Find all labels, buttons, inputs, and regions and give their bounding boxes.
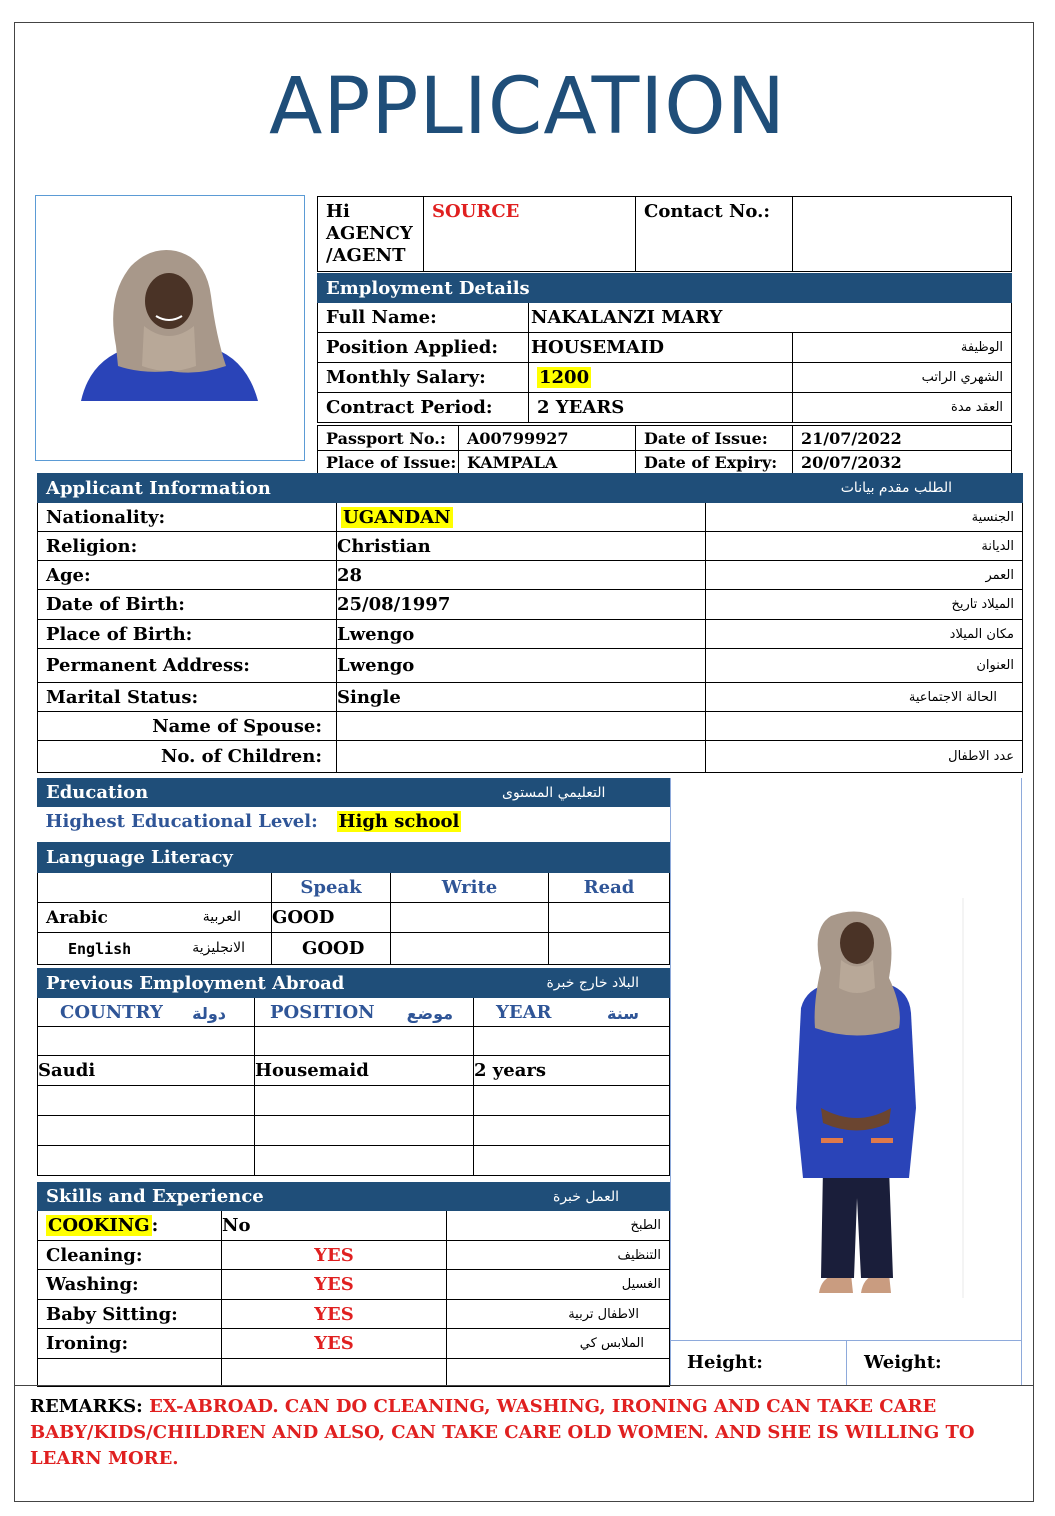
- previous-row-position: Housemaid: [255, 1056, 474, 1086]
- contact-label: Contact No.:: [636, 197, 793, 272]
- previous-row-position: [255, 1146, 474, 1176]
- applicant-header-ar: الطلب مقدم بيانات: [706, 474, 1023, 503]
- agency-label-line: /AGENT: [326, 245, 406, 266]
- skill-cleaning-label: Cleaning:: [38, 1241, 222, 1270]
- remarks-line-1: [30, 1394, 1020, 1420]
- contact-value: [793, 197, 1012, 272]
- skill-baby-sitting-value: YES: [222, 1300, 447, 1329]
- address-value: Lwengo: [337, 649, 706, 683]
- age-value: 28: [337, 561, 706, 590]
- employment-table: [317, 273, 1012, 423]
- language-name-ar: العربية: [202, 909, 241, 925]
- education-level-label: Highest Educational Level:: [45, 810, 318, 832]
- previous-row-position: [255, 1086, 474, 1116]
- marital-value: Single: [337, 683, 706, 712]
- skill-ironing-label: Ironing:: [38, 1329, 222, 1359]
- skill-washing-value: YES: [222, 1270, 447, 1300]
- weight-label: Weight:: [864, 1352, 942, 1373]
- position-label: Position Applied:: [318, 333, 529, 363]
- employment-header: Employment Details: [318, 274, 1012, 303]
- skill-baby-sitting-label: Baby Sitting:: [38, 1300, 222, 1329]
- previous-header-ar: البلاد خارج خبرة: [474, 969, 670, 998]
- position-label-ar: الوظيفة: [793, 333, 1012, 363]
- skill-cooking: [38, 1211, 222, 1241]
- salary-value: 1200: [539, 367, 590, 388]
- applicant-table: [37, 473, 1023, 773]
- salary-label: Monthly Salary:: [318, 363, 529, 393]
- year-col: [474, 998, 670, 1027]
- page-title: APPLICATION: [268, 62, 787, 152]
- skills-header: Skills and Experience: [38, 1183, 447, 1211]
- country-col-ar: دولة: [192, 1004, 226, 1023]
- applicant-header: Applicant Information: [38, 474, 706, 503]
- position-col-ar: موضع: [406, 1004, 453, 1023]
- previous-row-country: [38, 1086, 255, 1116]
- skill-cooking-label: COOKING: [48, 1215, 150, 1236]
- spouse-value: [337, 712, 706, 741]
- children-value: [337, 741, 706, 773]
- marital-label: Marital Status:: [38, 683, 337, 712]
- previous-row-year: [474, 1116, 670, 1146]
- portrait-photo: [35, 195, 305, 461]
- position-col: [255, 998, 474, 1027]
- skill-washing-ar: الغسيل: [447, 1270, 670, 1300]
- language-col-blank: [38, 873, 272, 903]
- children-label: No. of Children:: [38, 741, 337, 773]
- language-row-arabic: [38, 903, 272, 933]
- skill-cleaning-ar: التنظيف: [447, 1241, 670, 1270]
- write-col: Write: [391, 873, 549, 903]
- remarks: [30, 1394, 1020, 1472]
- passport-no-value: A00799927: [459, 426, 636, 451]
- education-header-ar: التعليمي المستوى: [337, 779, 670, 807]
- source-value: SOURCE: [424, 197, 636, 272]
- religion-label: Religion:: [38, 532, 337, 561]
- contract-label-ar: العقد مدة: [793, 393, 1012, 423]
- year-col-ar: سنة: [607, 1004, 639, 1023]
- issue-place-value: KAMPALA: [459, 451, 636, 475]
- full-body-photo: [670, 778, 1022, 1340]
- spouse-label: Name of Spouse:: [38, 712, 337, 741]
- marital-label-ar: الحالة الاجتماعية: [706, 683, 1023, 712]
- skill-blank-label: [38, 1359, 222, 1387]
- measurements-box: [670, 1340, 1022, 1386]
- expiry-date-label: Date of Expiry:: [636, 451, 793, 475]
- previous-employment-table: [37, 968, 670, 1176]
- skill-blank-ar: [447, 1359, 670, 1387]
- previous-row-year: [474, 1146, 670, 1176]
- previous-row-country: [38, 1116, 255, 1146]
- nationality-label-ar: الجنسية: [706, 503, 1023, 532]
- year-col-label: YEAR: [496, 1001, 552, 1023]
- skill-blank-value: [222, 1359, 447, 1387]
- agency-label-line: AGENCY: [326, 223, 413, 244]
- religion-label-ar: الديانة: [706, 532, 1023, 561]
- remarks-text-2: BABY/KIDS/CHILDREN AND ALSO, CAN TAKE CARE OLD WOMEN. AND SHE IS WILLING TO LEARN MORE.: [30, 1422, 975, 1469]
- language-row-english: [38, 933, 272, 965]
- portrait-image: [36, 196, 305, 461]
- skill-cleaning-value: YES: [222, 1241, 447, 1270]
- spouse-label-ar: [706, 712, 1023, 741]
- previous-row-year: [474, 1027, 670, 1056]
- previous-header: Previous Employment Abroad: [38, 969, 474, 998]
- full-body-image: [671, 778, 1022, 1340]
- language-header: Language Literacy: [38, 843, 670, 873]
- contract-label: Contract Period:: [318, 393, 529, 423]
- nationality-value: UGANDAN: [343, 506, 451, 528]
- speak-col: Speak: [272, 873, 391, 903]
- contract-value: 2 YEARS: [529, 393, 793, 423]
- salary-label-ar: الشهري الراتب: [793, 363, 1012, 393]
- nationality-label: Nationality:: [38, 503, 337, 532]
- address-label: Permanent Address:: [38, 649, 337, 683]
- country-col: [38, 998, 255, 1027]
- dob-label-ar: الميلاد تاريخ: [706, 590, 1023, 620]
- position-col-label: POSITION: [270, 1001, 375, 1023]
- skill-ironing-value: YES: [222, 1329, 447, 1359]
- dob-value: 25/08/1997: [337, 590, 706, 620]
- remarks-text-1: EX-ABROAD. CAN DO CLEANING, WASHING, IRONING AND CAN TAKE CARE: [149, 1396, 937, 1417]
- religion-value: Christian: [337, 532, 706, 561]
- address-label-ar: العنوان: [706, 649, 1023, 683]
- skill-cooking-value: No: [222, 1211, 447, 1241]
- full-name-value: NAKALANZI MARY: [529, 303, 1012, 333]
- pob-label: Place of Birth:: [38, 620, 337, 649]
- passport-table: [317, 425, 1012, 475]
- remarks-label: REMARKS:: [30, 1396, 143, 1417]
- previous-row-year: 2 years: [474, 1056, 670, 1086]
- english-speak: GOOD: [272, 933, 391, 965]
- issue-date-label: Date of Issue:: [636, 426, 793, 451]
- skill-cooking-ar: الطبخ: [447, 1211, 670, 1241]
- previous-row-year: [474, 1086, 670, 1116]
- language-name: Arabic: [46, 907, 108, 928]
- previous-row-position: [255, 1116, 474, 1146]
- skills-header-ar: العمل خبرة: [447, 1183, 670, 1211]
- passport-no-label: Passport No.:: [318, 426, 459, 451]
- education-table: [37, 778, 670, 836]
- arabic-write: [391, 903, 549, 933]
- age-label-ar: العمر: [706, 561, 1023, 590]
- skill-baby-sitting-ar: الاطفال تربية: [447, 1300, 670, 1329]
- skill-washing-label: Washing:: [38, 1270, 222, 1300]
- issue-date-value: 21/07/2022: [793, 426, 1012, 451]
- pob-value: Lwengo: [337, 620, 706, 649]
- skills-table: [37, 1182, 670, 1387]
- arabic-read: [549, 903, 670, 933]
- arabic-speak: GOOD: [272, 903, 391, 933]
- agency-table: [317, 196, 1012, 272]
- english-write: [391, 933, 549, 965]
- language-table: [37, 842, 670, 965]
- previous-row-country: Saudi: [38, 1056, 255, 1086]
- agency-label-line: Hi: [326, 201, 350, 222]
- previous-row-position: [255, 1027, 474, 1056]
- pob-label-ar: مكان الميلاد: [706, 620, 1023, 649]
- country-col-label: COUNTRY: [60, 1001, 163, 1023]
- children-label-ar: عدد الاطفال: [706, 741, 1023, 773]
- full-name-label: Full Name:: [318, 303, 529, 333]
- education-header: Education: [38, 779, 337, 807]
- skill-ironing-ar: الملابس كي: [447, 1329, 670, 1359]
- height-label: Height:: [671, 1341, 847, 1385]
- read-col: Read: [549, 873, 670, 903]
- position-value: HOUSEMAID: [529, 333, 793, 363]
- age-label: Age:: [38, 561, 337, 590]
- issue-place-label: Place of Issue:: [318, 451, 459, 475]
- previous-row-country: [38, 1027, 255, 1056]
- dob-label: Date of Birth:: [38, 590, 337, 620]
- skill-cooking-colon: :: [151, 1215, 159, 1236]
- agency-label: [318, 197, 424, 272]
- expiry-date-value: 20/07/2032: [793, 451, 1012, 475]
- education-level-value: High school: [338, 810, 460, 832]
- remarks-divider: [14, 1385, 1034, 1386]
- language-name: English: [68, 939, 132, 958]
- previous-row-country: [38, 1146, 255, 1176]
- language-name-ar: الانجليزية: [192, 940, 245, 956]
- english-read: [549, 933, 670, 965]
